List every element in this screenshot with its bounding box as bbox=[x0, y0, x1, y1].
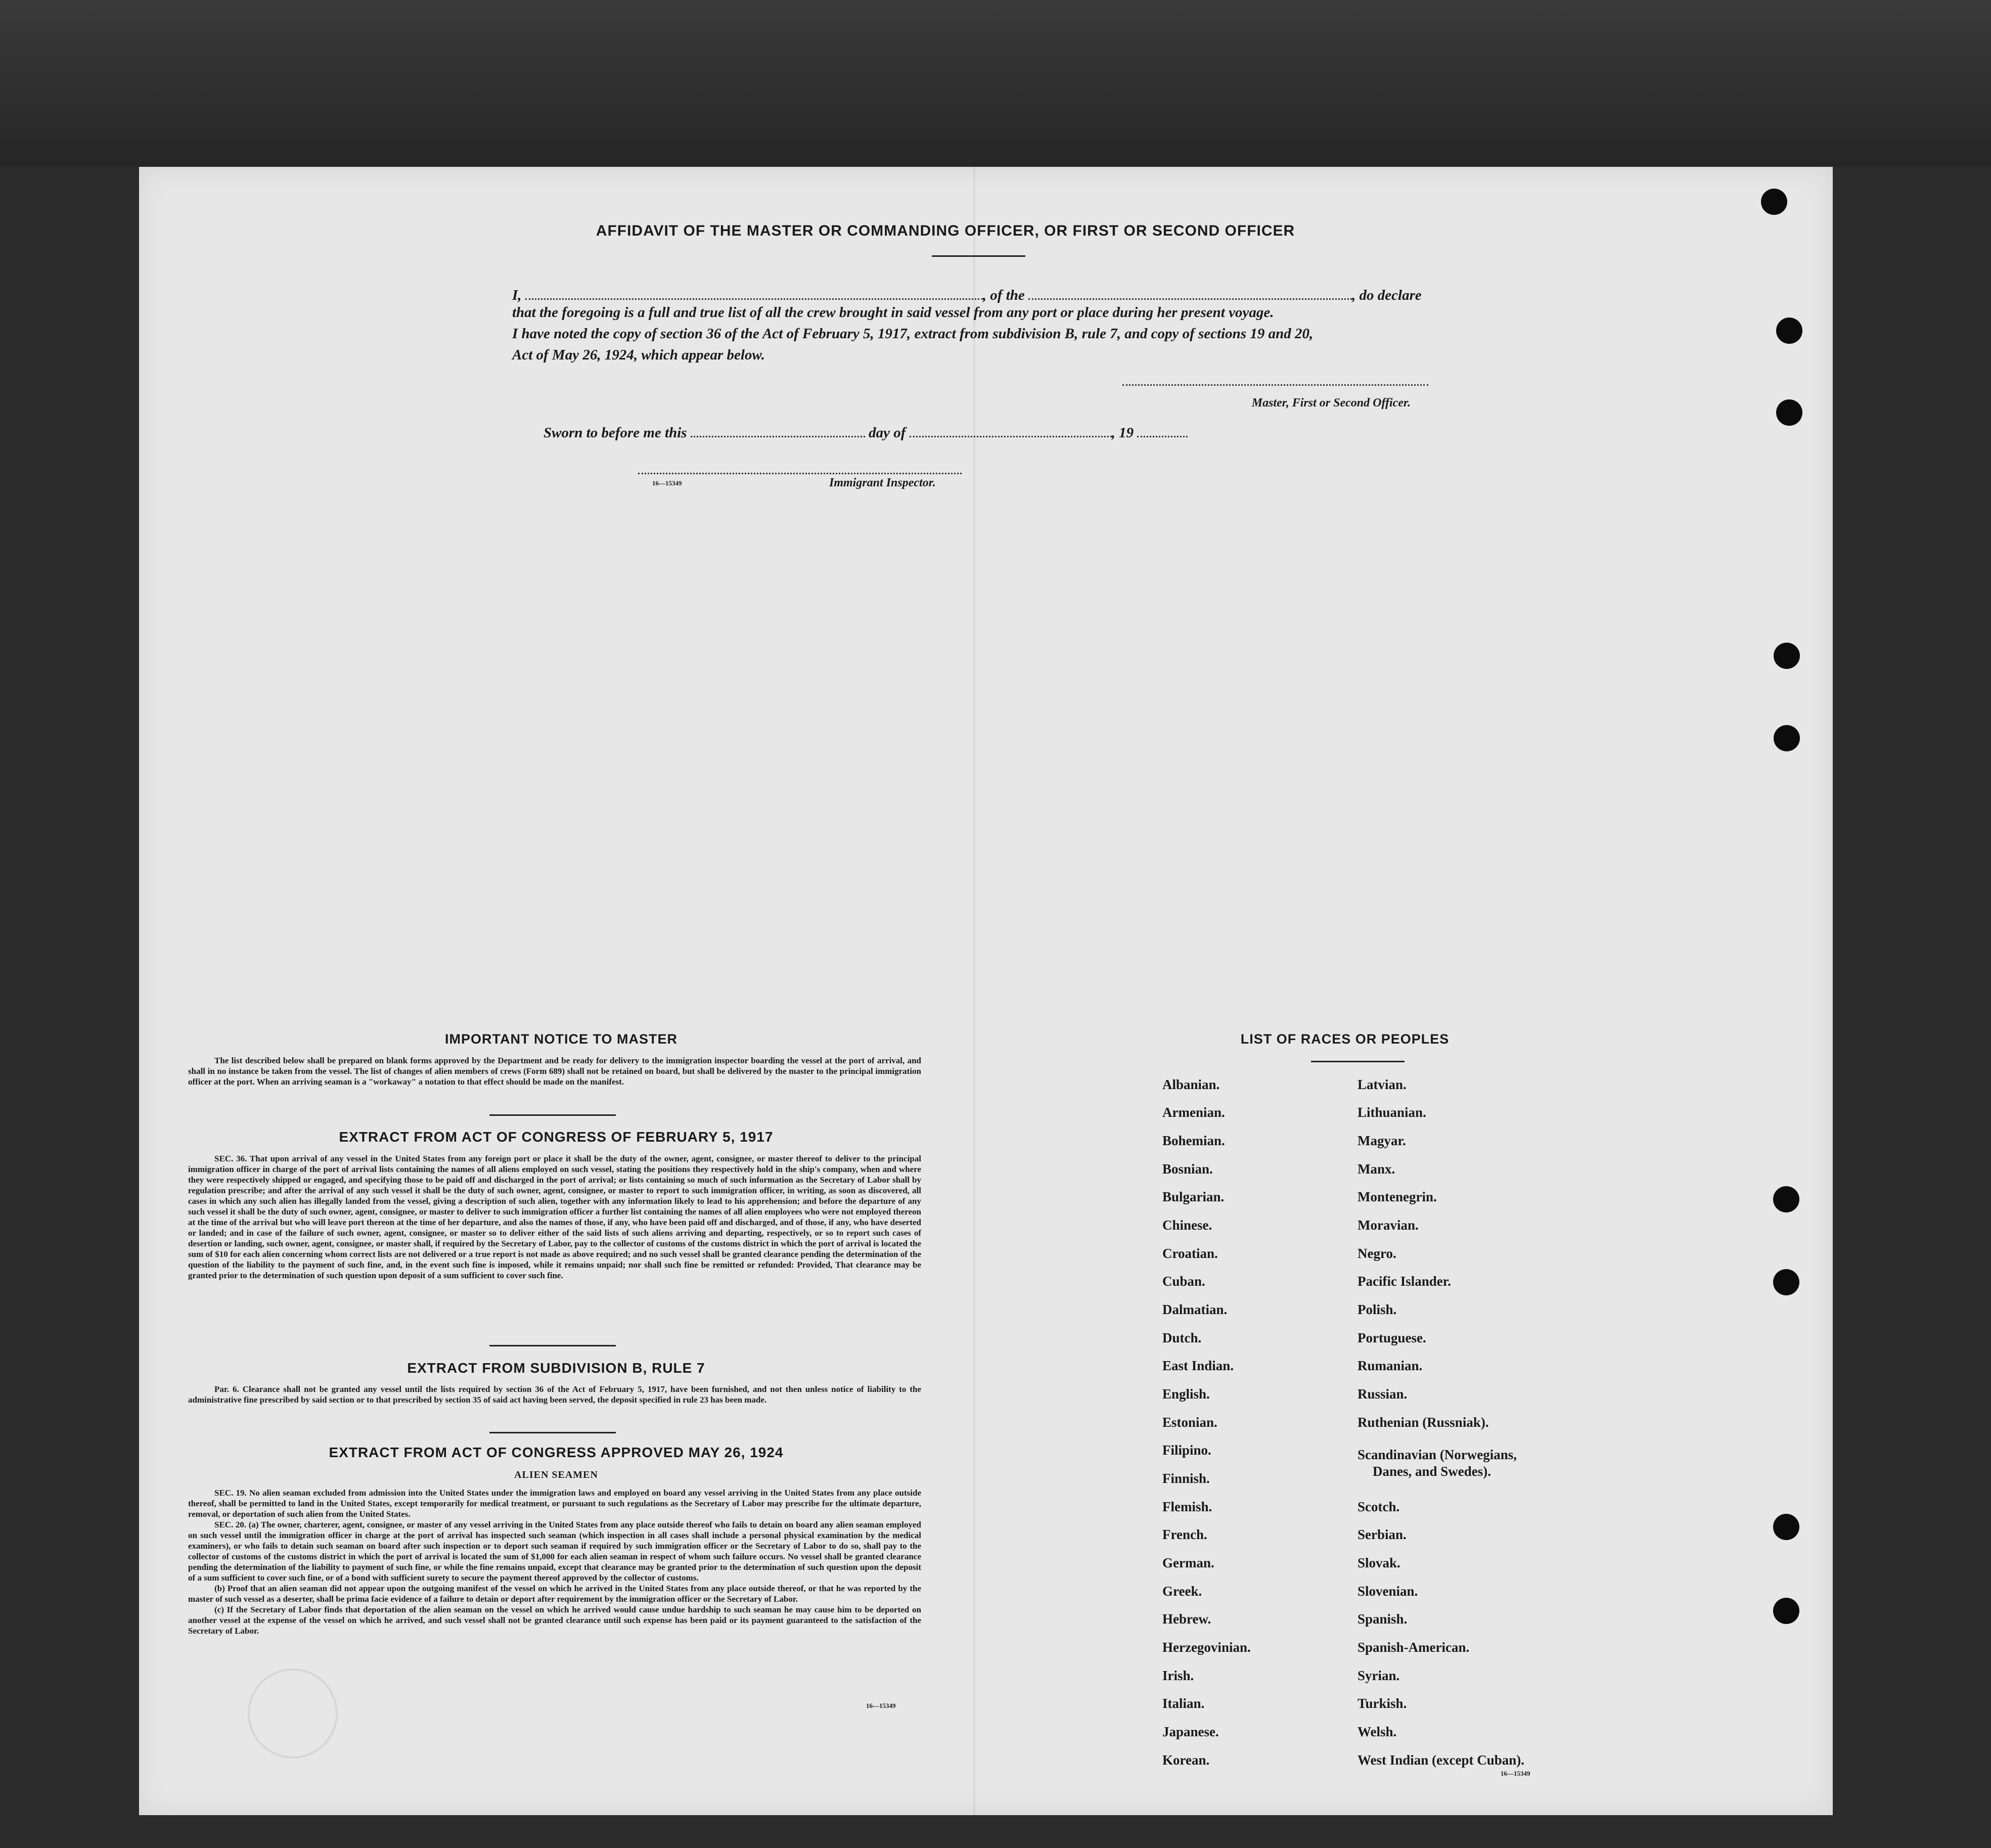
section-19-text: SEC. 19. No alien seaman excluded from admission into the United States under the immigration laws and employed on board any vessel arriving in the United States from any place outside thereof, shall be permitted to land in the United States, except temporarily for medical treatment, or pursuant to such regulations as the Secretary of Labor may prescribe for the ultimate departure, removal, or deportation of such alien from the United States. bbox=[188, 1488, 921, 1519]
extract-1917-body: SEC. 36. That upon arrival of any vessel in the United States from any foreign port or place it shall be the duty of the owner, agent, consignee, or master thereof to deliver to the principal immigration officer in charge of the port of arrival lists containing the names of all aliens employed on such vessel, stating the positions they respectively hold in the ship's company, when and where they were respectively shipped or engaged, and specifying those to be paid off and discharged in the port of arrival; or lists containing so much of such information as the Secretary of Labor shall by regulation prescribe; and after the arrival of any such vessel it shall be the duty of such owner, agent, consignee, or master to report to such immigration officer, in writing, as soon as discovered, all cases in which any such alien has illegally landed from the vessel, giving a description of such alien, together with any information likely to lead to his apprehension; and before the departure of any such vessel it shall be the duty of such owner, agent, consignee, or master to deliver to such immigration officer a further list containing the names of all alien employees who were not employed thereon at the time of the arrival but who will leave port thereon at the time of her departure, and also the names of those, if any, who have been paid off and discharged, and of those, if any, who have deserted or landed; and in case of the failure of such owner, agent, consignee, or master so to deliver either of the said lists of such aliens arriving and departing, respectively, or so to report such cases of desertion or landing, such owner, agent, consignee, or master shall, if required by the Secretary of Labor, pay to the collector of customs of the customs district in which the port of arrival is located the sum of $10 for each alien concerning whom correct lists are not delivered or a true report is not made as above required; and no such vessel shall be granted clearance pending the determination of the question of the liability to the payment of such fine, and, in the event such fine is imposed, while it remains unpaid; nor shall such fine be remitted or refunded: Provided, That clearance may be granted prior to the determination of such question upon deposit of a sum sufficient to cover such fine. bbox=[188, 1154, 921, 1280]
race-item: Russian. bbox=[1358, 1386, 1408, 1402]
notice-title: IMPORTANT NOTICE TO MASTER bbox=[445, 1031, 677, 1047]
extract-form-number: 16—15349 bbox=[866, 1702, 896, 1709]
sworn-month-field bbox=[910, 421, 1112, 437]
inspector-label: Immigrant Inspector. bbox=[829, 476, 936, 489]
race-item: West Indian (except Cuban). bbox=[1358, 1752, 1525, 1768]
sworn-year-label: , 19 bbox=[1111, 425, 1134, 441]
race-item: Filipino. bbox=[1162, 1443, 1211, 1458]
race-item: Italian. bbox=[1162, 1696, 1205, 1711]
race-item: Finnish. bbox=[1162, 1471, 1210, 1486]
race-item: Manx. bbox=[1358, 1161, 1395, 1177]
race-item: Syrian. bbox=[1358, 1668, 1400, 1683]
inspector-signature-line bbox=[638, 473, 962, 474]
punch-hole-4 bbox=[1774, 643, 1800, 669]
signature-line bbox=[1122, 384, 1428, 386]
race-item: Bulgarian. bbox=[1162, 1189, 1225, 1204]
race-item: Dalmatian. bbox=[1162, 1302, 1228, 1317]
race-item: Pacific Islander. bbox=[1358, 1274, 1451, 1289]
race-item: Herzegovinian. bbox=[1162, 1640, 1251, 1655]
section-20b-text: (b) Proof that an alien seaman did not appear upon the outgoing manifest of the vessel on which he arrived in the United States from any place outside thereof, or that he was reported by the master of such vessel as a deserter, shall be prima facie evidence of a failure to detain or deport after requirement by the immigration officer or the Secretary of Labor. bbox=[188, 1584, 921, 1604]
race-item: English. bbox=[1162, 1386, 1210, 1402]
declarant-prefix: I, bbox=[512, 287, 522, 303]
punch-hole-2 bbox=[1776, 318, 1802, 344]
races-title: LIST OF RACES OR PEOPLES bbox=[1240, 1031, 1450, 1047]
punch-hole-7 bbox=[1773, 1269, 1799, 1295]
sworn-prefix: Sworn to before me this bbox=[544, 425, 687, 441]
extract-1924-body bbox=[188, 1488, 921, 1636]
race-item: Polish. bbox=[1358, 1302, 1397, 1317]
race-item: Cuban. bbox=[1162, 1274, 1205, 1289]
scanner-background bbox=[0, 0, 1991, 167]
race-item: Bosnian. bbox=[1162, 1161, 1213, 1177]
faded-stamp bbox=[248, 1669, 338, 1759]
race-item: Negro. bbox=[1358, 1246, 1396, 1261]
sworn-year-field bbox=[1137, 421, 1188, 437]
race-item: Moravian. bbox=[1358, 1218, 1419, 1233]
affidavit-line-1 bbox=[512, 283, 1447, 304]
extract-1924-subtitle: ALIEN SEAMEN bbox=[514, 1469, 598, 1480]
race-item: Ruthenian (Russniak). bbox=[1358, 1415, 1489, 1430]
extract-1924-title: EXTRACT FROM ACT OF CONGRESS APPROVED MAY 26, 1924 bbox=[329, 1445, 784, 1460]
punch-hole-6 bbox=[1773, 1186, 1799, 1212]
affidavit-form-number: 16—15349 bbox=[652, 479, 682, 487]
extract-1917-rule bbox=[489, 1345, 616, 1346]
race-item: East Indian. bbox=[1162, 1358, 1234, 1373]
race-item: Turkish. bbox=[1358, 1696, 1407, 1711]
race-item: Spanish-American. bbox=[1358, 1640, 1470, 1655]
rule-7-title: EXTRACT FROM SUBDIVISION B, RULE 7 bbox=[407, 1360, 705, 1376]
race-item: Rumanian. bbox=[1358, 1358, 1423, 1373]
sworn-day-field bbox=[691, 421, 865, 437]
vessel-prefix: , of the bbox=[982, 287, 1025, 303]
punch-hole-3 bbox=[1776, 399, 1802, 426]
extract-1917-title: EXTRACT FROM ACT OF CONGRESS OF FEBRUARY 5, 1917 bbox=[339, 1129, 774, 1145]
punch-hole-9 bbox=[1773, 1598, 1799, 1624]
race-item: Lithuanian. bbox=[1358, 1105, 1426, 1120]
race-item: Japanese. bbox=[1162, 1724, 1219, 1739]
rule-7-rule bbox=[489, 1432, 616, 1433]
page-fold bbox=[973, 167, 975, 1815]
race-item: Scandinavian (Norwegians, bbox=[1358, 1447, 1517, 1462]
race-item: Montenegrin. bbox=[1358, 1189, 1437, 1204]
race-item: Slovak. bbox=[1358, 1555, 1400, 1570]
race-item: Hebrew. bbox=[1162, 1611, 1211, 1627]
race-item: German. bbox=[1162, 1555, 1214, 1570]
affidavit-line-2: that the foregoing is a full and true list of all the crew brought in said vessel from any port or place during her present voyage. bbox=[512, 304, 1274, 321]
sworn-day-label: day of bbox=[869, 425, 906, 441]
signature-label: Master, First or Second Officer. bbox=[1251, 396, 1411, 410]
vessel-name-field bbox=[1028, 283, 1352, 300]
race-item: Welsh. bbox=[1358, 1724, 1397, 1739]
races-title-rule bbox=[1311, 1061, 1405, 1062]
race-item: Albanian. bbox=[1162, 1077, 1220, 1092]
race-item: Spanish. bbox=[1358, 1611, 1408, 1627]
race-item: Estonian. bbox=[1162, 1415, 1217, 1430]
sworn-line bbox=[544, 421, 1251, 441]
race-item: Chinese. bbox=[1162, 1218, 1212, 1233]
affidavit-line-4: Act of May 26, 1924, which appear below. bbox=[512, 347, 765, 363]
punch-hole-1 bbox=[1761, 189, 1787, 215]
race-item: Serbian. bbox=[1358, 1527, 1407, 1542]
race-item: Slovenian. bbox=[1358, 1584, 1418, 1599]
race-item: Bohemian. bbox=[1162, 1133, 1225, 1148]
notice-rule bbox=[489, 1114, 616, 1116]
section-20c-text: (c) If the Secretary of Labor finds that deportation of the alien seaman on the vessel on which he arrived would cause undue hardship to such seaman he may cause him to be deported on another vessel at the expense of the vessel on which he arrived, and such vessel shall not be granted clearance until such expense has been paid or its payment guaranteed to the satisfaction of the Secretary of Labor. bbox=[188, 1605, 921, 1636]
race-item: French. bbox=[1162, 1527, 1207, 1542]
affidavit-title-rule bbox=[932, 255, 1025, 257]
race-item: Flemish. bbox=[1162, 1499, 1212, 1514]
notice-body: The list described below shall be prepared on blank forms approved by the Department and be ready for delivery to the immigration inspector boarding the vessel at the port of arrival, and shall in no instance be taken from the vessel. The list of changes of alien members of crews (Form 689) shall not be retained on board, but shall be delivered by the master to the principal immigration officer at the port. When an arriving seaman is a "workaway" a notation to that effect should be made on the manifest. bbox=[188, 1056, 921, 1087]
declare-suffix: , do declare bbox=[1352, 287, 1422, 303]
punch-hole-5 bbox=[1774, 725, 1800, 751]
rule-7-body: Par. 6. Clearance shall not be granted any vessel until the lists required by section 36 of the Act of February 5, 1917, have been furnished, and not then unless notice of liability to the administrative fine prescribed by said section or to that prescribed by section 35 of said act having been served, the deposit specified in rule 23 has been made. bbox=[188, 1384, 921, 1405]
punch-hole-8 bbox=[1773, 1514, 1799, 1540]
race-item: Armenian. bbox=[1162, 1105, 1225, 1120]
section-20a-text: SEC. 20. (a) The owner, charterer, agent, consignee, or master of any vessel arriving in the United States from any place outside thereof who fails to detain on board any alien seaman employed on such vessel until the immigration officer in charge at the port of arrival has inspected such seaman (which inspection in all cases shall include a personal physical examination by the medical examiners), or who fails to detain such seaman on board after such inspection or to deport such seaman if required by such immigration officer or the Secretary of Labor to do so, shall pay to the collector of customs of the customs district in which the port of arrival is located the sum of $1,000 for each alien seaman in respect of whom such failure occurs. No vessel shall be granted clearance pending the determination of the liability to payment of such fine, or while the fine remains unpaid, except that clearance may be granted prior to the determination of such question upon the deposit of a sum sufficient to cover such fine, or of a bond with sufficient surety to secure the payment thereof approved by the collector of customs. bbox=[188, 1520, 921, 1583]
affidavit-title: AFFIDAVIT OF THE MASTER OR COMMANDING OFFICER, OR FIRST OR SECOND OFFICER bbox=[596, 222, 1295, 239]
race-item: Scotch. bbox=[1358, 1499, 1400, 1514]
races-form-number: 16—15349 bbox=[1501, 1770, 1530, 1777]
race-item: Portuguese. bbox=[1358, 1330, 1426, 1345]
race-item: Greek. bbox=[1162, 1584, 1202, 1599]
race-item: Korean. bbox=[1162, 1752, 1210, 1768]
declarant-name-field bbox=[525, 283, 983, 300]
race-item: Irish. bbox=[1162, 1668, 1194, 1683]
race-item: Dutch. bbox=[1162, 1330, 1202, 1345]
race-item: Magyar. bbox=[1358, 1133, 1406, 1148]
race-item: Croatian. bbox=[1162, 1246, 1218, 1261]
affidavit-line-3: I have noted the copy of section 36 of the Act of February 5, 1917, extract from subdivision B, rule 7, and copy of sections 19 and 20, bbox=[512, 326, 1314, 342]
race-item: Danes, and Swedes). bbox=[1373, 1464, 1491, 1479]
race-item: Latvian. bbox=[1358, 1077, 1407, 1092]
